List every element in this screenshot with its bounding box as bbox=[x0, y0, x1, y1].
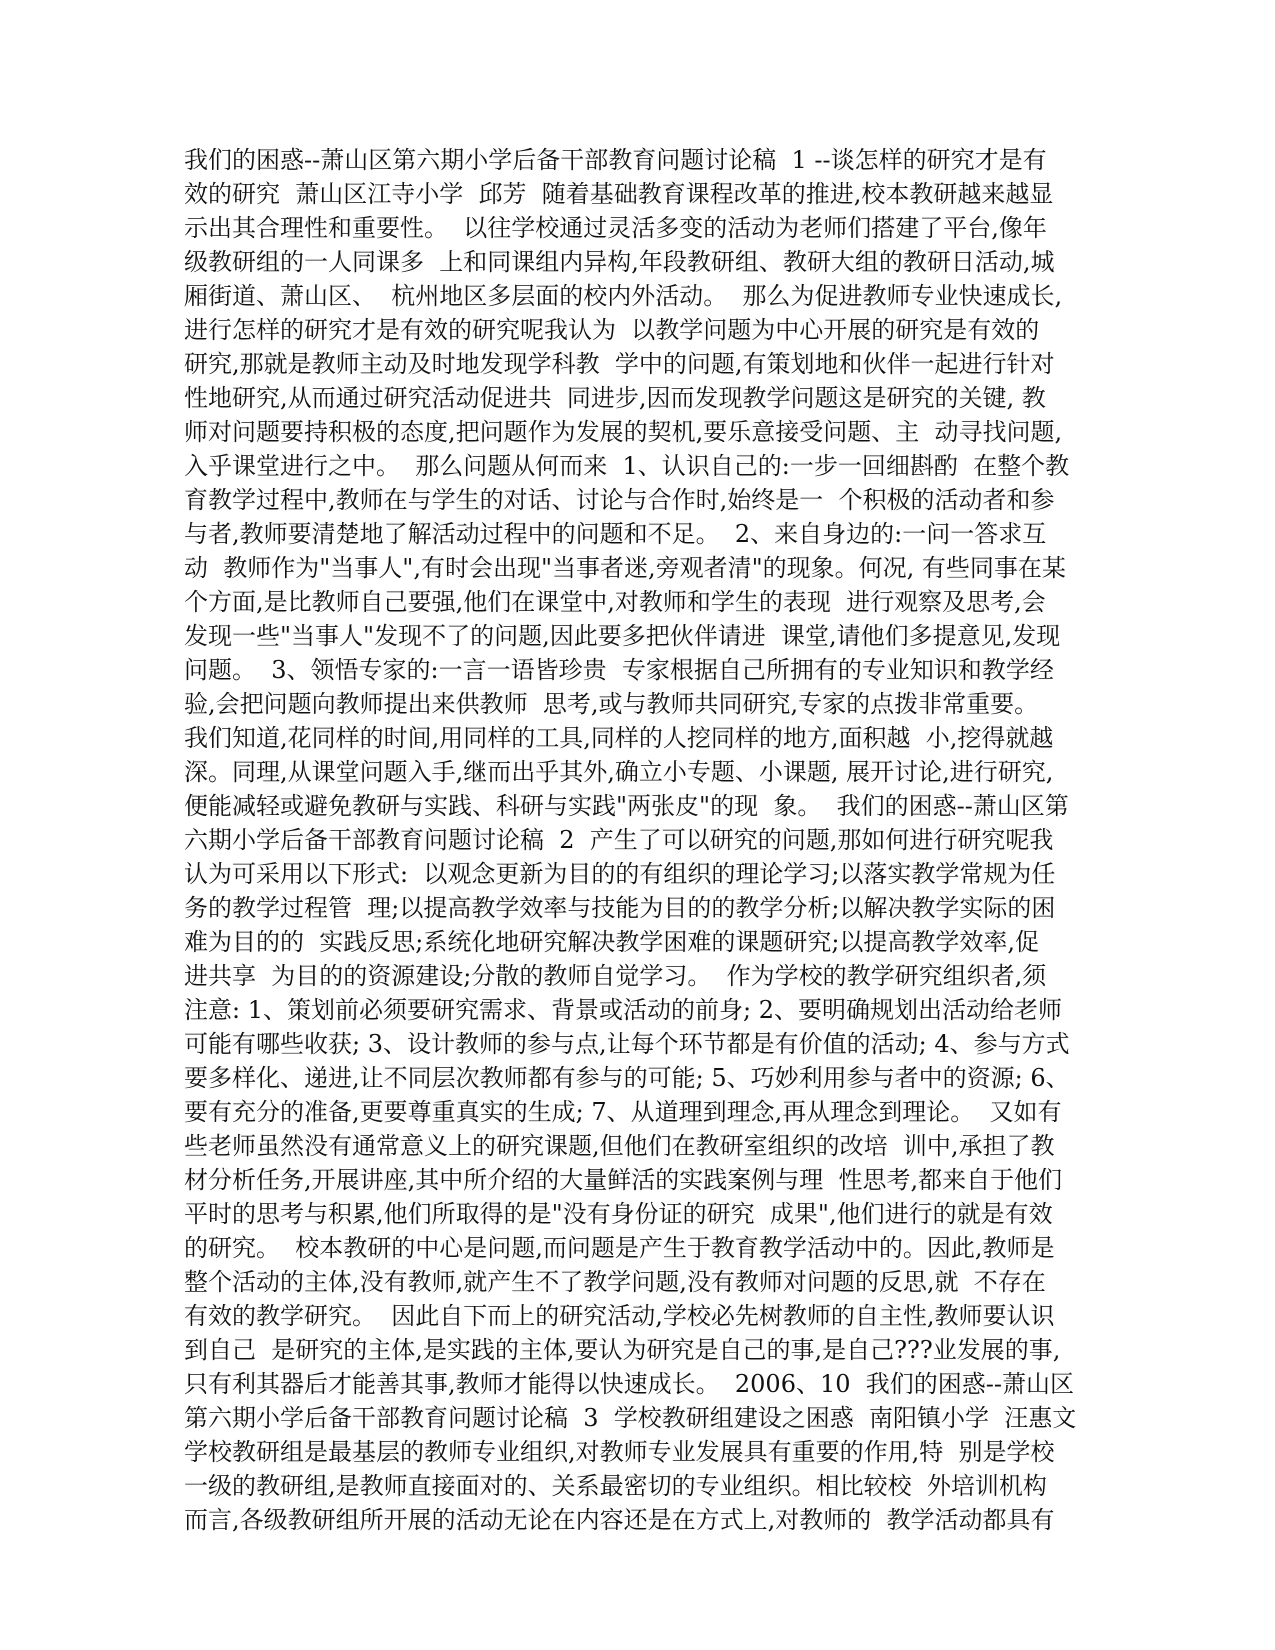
text-line: 进行怎样的研究才是有效的研究呢我认为 以教学问题为中心开展的研究是有效的 bbox=[184, 316, 1040, 344]
text-line: 问题。 3、领悟专家的:一言一语皆珍贵 专家根据自己所拥有的专业知识和教学经 bbox=[184, 656, 1054, 684]
text-line: 有效的教学研究。 因此自下而上的研究活动,学校必先树教师的自主性,教师要认识 bbox=[184, 1302, 1055, 1330]
text-line: 要有充分的准备,更要尊重真实的生成; 7、从道理到理念,再从理念到理论。 又如有 bbox=[184, 1098, 1062, 1126]
text-line: 务的教学过程管 理;以提高教学效率与技能为目的的教学分析;以解决教学实际的困 bbox=[184, 894, 1056, 922]
text-line: 我们知道,花同样的时间,用同样的工具,同样的人挖同样的地方,面积越 小,挖得就越 bbox=[184, 724, 1054, 752]
text-line: 些老师虽然没有通常意义上的研究课题,但他们在教研室组织的改培 训中,承担了教 bbox=[184, 1132, 1055, 1160]
text-line: 效的研究 萧山区江寺小学 邱芳 随着基础教育课程改革的推进,校本教研越来越显 bbox=[184, 180, 1054, 208]
text-line: 示出其合理性和重要性。 以往学校通过灵活多变的活动为老师们搭建了平台,像年 bbox=[184, 214, 1047, 242]
text-line: 我们的困惑--萧山区第六期小学后备干部教育问题讨论稿 1 --谈怎样的研究才是有 bbox=[184, 146, 1047, 174]
text-line: 而言,各级教研组所开展的活动无论在内容还是在方式上,对教师的 教学活动都具有 bbox=[184, 1506, 1055, 1534]
document-body bbox=[184, 143, 1090, 1537]
text-line: 动 教师作为"当事人",有时会出现"当事者迷,旁观者清"的现象。何况, 有些同事在某 bbox=[184, 554, 1066, 582]
text-line: 一级的教研组,是教师直接面对的、关系最密切的专业组织。相比较校 外培训机构 bbox=[184, 1472, 1047, 1500]
text-line: 要多样化、递进,让不同层次教师都有参与的可能; 5、巧妙利用参与者中的资源; 6、 bbox=[184, 1064, 1070, 1092]
text-line: 注意: 1、策划前必须要研究需求、背景或活动的前身; 2、要明确规划出活动给老师 bbox=[184, 996, 1062, 1024]
text-line: 学校教研组是最基层的教师专业组织,对教师专业发展具有重要的作用,特 别是学校 bbox=[184, 1438, 1055, 1466]
text-line: 厢街道、萧山区、 杭州地区多层面的校内外活动。 那么为促进教师专业快速成长, bbox=[184, 282, 1063, 310]
text-line: 第六期小学后备干部教育问题讨论稿 3 学校教研组建设之困惑 南阳镇小学 汪惠文 bbox=[184, 1404, 1077, 1432]
text-line: 整个活动的主体,没有教师,就产生不了教学问题,没有教师对问题的反思,就 不存在 bbox=[184, 1268, 1046, 1296]
text-line: 进共享 为目的的资源建设;分散的教师自觉学习。 作为学校的教学研究组织者,须 bbox=[184, 962, 1047, 990]
text-line: 入乎课堂进行之中。 那么问题从何而来 1、认识自己的:一步一回细斟酌 在整个教 bbox=[184, 452, 1070, 480]
text-line: 深。同理,从课堂问题入手,继而出乎其外,确立小专题、小课题, 展开讨论,进行研究, bbox=[184, 758, 1054, 786]
text-line: 到自己 是研究的主体,是实践的主体,要认为研究是自己的事,是自己???业发展的事, bbox=[184, 1336, 1061, 1364]
text-line: 平时的思考与积累,他们所取得的是"没有身份证的研究 成果",他们进行的就是有效 bbox=[184, 1200, 1053, 1228]
text-line: 性地研究,从而通过研究活动促进共 同进步,因而发现教学问题这是研究的关键, 教 bbox=[184, 384, 1046, 412]
text-line: 验,会把问题向教师提出来供教师 思考,或与教师共同研究,专家的点拨非常重要。 bbox=[184, 690, 1039, 718]
text-line: 难为目的的 实践反思;系统化地研究解决教学困难的课题研究;以提高教学效率,促 bbox=[184, 928, 1040, 956]
text-line: 发现一些"当事人"发现不了的问题,因此要多把伙伴请进 课堂,请他们多提意见,发现 bbox=[184, 622, 1061, 650]
text-line: 六期小学后备干部教育问题讨论稿 2 产生了可以研究的问题,那如何进行研究呢我 bbox=[184, 826, 1054, 854]
text-line: 师对问题要持积极的态度,把问题作为发展的契机,要乐意接受问题、主 动寻找问题, bbox=[184, 418, 1063, 446]
text-line: 级教研组的一人同课多 上和同课组内异构,年段教研组、教研大组的教研日活动,城 bbox=[184, 248, 1055, 276]
text-line: 材分析任务,开展讲座,其中所介绍的大量鲜活的实践案例与理 性思考,都来自于他们 bbox=[184, 1166, 1063, 1194]
text-line: 的研究。 校本教研的中心是问题,而问题是产生于教育教学活动中的。因此,教师是 bbox=[184, 1234, 1055, 1262]
text-line: 只有利其器后才能善其事,教师才能得以快速成长。 2006、10 我们的困惑--萧山区 bbox=[184, 1370, 1074, 1398]
text-line: 育教学过程中,教师在与学生的对话、讨论与合作时,始终是一 个积极的活动者和参 bbox=[184, 486, 1055, 514]
text-line: 便能减轻或避免教研与实践、科研与实践"两张皮"的现 象。 我们的困惑--萧山区第 bbox=[184, 792, 1069, 820]
text-line: 研究,那就是教师主动及时地发现学科教 学中的问题,有策划地和伙伴一起进行针对 bbox=[184, 350, 1055, 378]
text-line: 与者,教师要清楚地了解活动过程中的问题和不足。 2、来自身边的:一问一答求互 bbox=[184, 520, 1047, 548]
text-line: 个方面,是比教师自己要强,他们在课堂中,对教师和学生的表现 进行观察及思考,会 bbox=[184, 588, 1046, 616]
text-line: 可能有哪些收获; 3、设计教师的参与点,让每个环节都是有价值的活动; 4、参与方式 bbox=[184, 1030, 1070, 1058]
text-line: 认为可采用以下形式: 以观念更新为目的的有组织的理论学习;以落实教学常规为任 bbox=[184, 860, 1056, 888]
